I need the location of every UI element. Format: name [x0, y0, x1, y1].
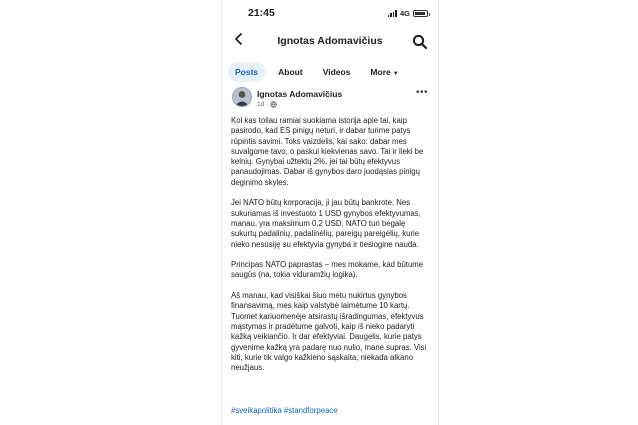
post-time: 1d	[257, 101, 265, 108]
post-paragraph: Aš manau, kad visiškai šiuo metu nukirtus gynybos finansavimą, mes kaip valstybė laimėtume 10 kartų. Tuomet kariuomenėje atsirastų išradingumas, efektyvus mąstymas ir pradėtume galvoti, kaip iš nieko padaryti kažką veikiančio. Ir dar efektyviai. Daugelis, kurie patys gyvenime kažką yra padarę nuo nulio, mane supras. Visi kiti, kurie tik valgo kažkieno sąskaita, niekada alkano neužjaus.	[231, 291, 427, 373]
signal-icon	[388, 10, 397, 17]
post-paragraph: Kol kas toliau ramiai suokiama istorija apie tai, kaip pasirodo, kad ES pinigų neturi, ir dabar turime patys rūpintis savimi. Toks vaizdelis, kai sako: dabar mes suvalgome tavo, o paskui kiekvienas savo. Tai ir lieki be kelnių. Gynybai užtektų 2%, jei tai būtų efektyvus panaudojimas. Dabar iš gynybos daro juodąsias pinigų deginimo skyles.	[231, 116, 424, 187]
tab-more[interactable]	[363, 62, 405, 82]
tab-videos[interactable]: Videos	[322, 67, 351, 77]
status-bar	[222, 0, 438, 26]
phone-screen	[221, 0, 439, 425]
page-title: Ignotas Adomavičius	[277, 35, 383, 47]
caret-down-icon: ▼	[392, 71, 399, 77]
status-time: 21:45	[248, 7, 275, 19]
hashtag-link[interactable]: #standforpeace	[283, 406, 338, 415]
status-icons	[388, 9, 428, 18]
profile-tabs	[228, 62, 406, 82]
post-meta	[257, 101, 277, 108]
top-nav	[222, 30, 438, 54]
tab-about[interactable]: About	[278, 67, 303, 77]
dot-separator: ·	[266, 101, 269, 108]
search-icon	[412, 34, 428, 50]
post-author[interactable]: Ignotas Adomavičius	[257, 89, 343, 99]
post-body	[231, 116, 431, 384]
post-paragraph: Principas NATO paprastas – mes mokame, kad būtume saugūs (na, tokia viduramžių logika).	[231, 260, 424, 280]
avatar[interactable]	[232, 87, 252, 107]
hashtag-link[interactable]: #sveikapolitika	[231, 406, 282, 415]
post-paragraph: Jei NATO būtų korporacija, ji jau būtų bankrote. Nes sukuriamas iš investuoto 1 USD gynybos efektyvumas, manau, yra maksimum 0,2 USD. NATO turi begalę sukurtų padalinių, padalinėlių, pareigų pareigėlių, kurie nieko nesusiję su efektyvia gynyba ir tiesiogine nauda.	[231, 198, 421, 249]
post-hashtags	[231, 406, 338, 415]
post-header	[230, 87, 430, 113]
person-photo-icon	[233, 88, 251, 106]
network-type: 4G	[399, 9, 410, 18]
tab-posts[interactable]: Posts	[228, 62, 265, 82]
search-button[interactable]	[412, 34, 428, 50]
battery-icon	[413, 10, 428, 17]
globe-icon	[270, 101, 277, 108]
post-options-icon[interactable]: •••	[415, 87, 428, 98]
tab-more-label: More	[370, 67, 391, 77]
